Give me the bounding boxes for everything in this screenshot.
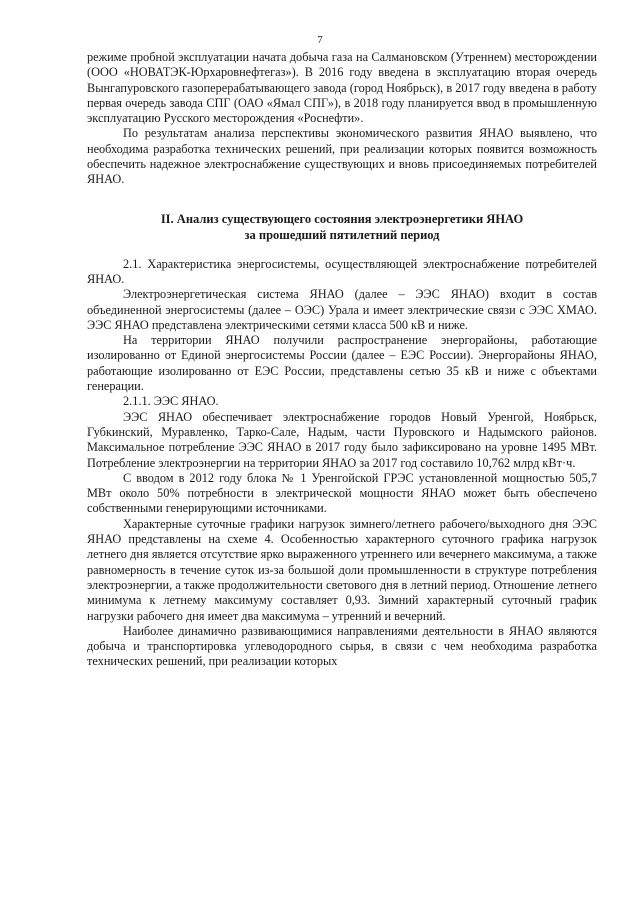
section-heading-line: за прошедший пятилетний период [244,227,440,242]
paragraph: Характерные суточные графики нагрузок зимнего/летнего рабочего/выходного дня ЭЭС ЯНАО представлены на схеме 4. Особенностью характерного суточного графика нагрузок летнего дня является отсутствие ярко выраженного утреннего или вечернего максимума, а также равномерность в течение суток из-за большой доли промышленности в структуре потребления электроэнергии, а также продолжительности светового дня в летний период. Отношение летнего минимума к летнему максимуму составляет 0,93. Зимний характерный суточный график нагрузки рабочего дня имеет два максимума – утренний и вечерний. [87,516,597,623]
section-heading-line: II. Анализ существующего состояния электроэнергетики ЯНАО [160,211,524,226]
paragraph: Наиболее динамично развивающимися направлениями деятельности в ЯНАО являются добыча и транспортировка углеводородного сырья, в связи с чем необходима разработка технических решений, при реализации которых [87,623,597,669]
paragraph: ЭЭС ЯНАО обеспечивает электроснабжение городов Новый Уренгой, Ноябрьск, Губкинский, Муравленко, Тарко-Сале, Надым, части Пуровского и Надымского районов. Максимальное потребление ЭЭС ЯНАО в 2017 году было зафиксировано на уровне 1495 МВт. Потребление электроэнергии на территории ЯНАО за 2017 год составило 10,762 млрд кВт·ч. [87,409,597,470]
paragraph: На территории ЯНАО получили распространение энергорайоны, работающие изолированно от Единой энергосистемы России (далее – ЕЭС России). Энергорайоны ЯНАО, работающие изолированно от ЕЭС России, представлены сетью 35 кВ и ниже с объектами генерации. [87,333,597,394]
paragraph: С вводом в 2012 году блока № 1 Уренгойской ГРЭС установленной мощностью 505,7 МВт около 50% потребности в электрической мощности ЯНАО может быть обеспечено собственными генерирующими источниками. [87,470,597,516]
section-heading [87,211,597,243]
subsection-title: 2.1.1. ЭЭС ЯНАО. [123,394,219,409]
paragraph: 2.1. Характеристика энергосистемы, осуществляющей электроснабжение потребителей ЯНАО. [87,256,597,286]
paragraph: режиме пробной эксплуатации начата добыча газа на Салмановском (Утреннем) месторождении (ООО «НОВАТЭК-Юрхаровнефтегаз»). В 2016 году введена в эксплуатацию вторая очередь Вынгапуровского газоперерабатывающего завода (город Ноябрьск), в 2017 году введена в работу первая очередь завода СПГ (ОАО «Ямал СПГ»), в 2018 году планируется ввод в промышленную эксплуатацию Русского месторождения «Роснефти». [87,50,597,126]
paragraph: По результатам анализа перспективы экономического развития ЯНАО выявлено, что необходима разработка технических решений, при реализации которых появится возможность обеспечить надежное электроснабжение существующих и вновь присоединяемых потребителей ЯНАО. [87,126,597,187]
page-number: 7 [317,34,323,46]
body-text [87,50,597,670]
paragraph: Электроэнергетическая система ЯНАО (далее – ЭЭС ЯНАО) входит в состав объединенной энергосистемы (далее – ОЭС) Урала и имеет электрические связи с ЭЭС ХМАО. ЭЭС ЯНАО представлена электрическими сетями класса 500 кВ и ниже. [87,287,597,332]
